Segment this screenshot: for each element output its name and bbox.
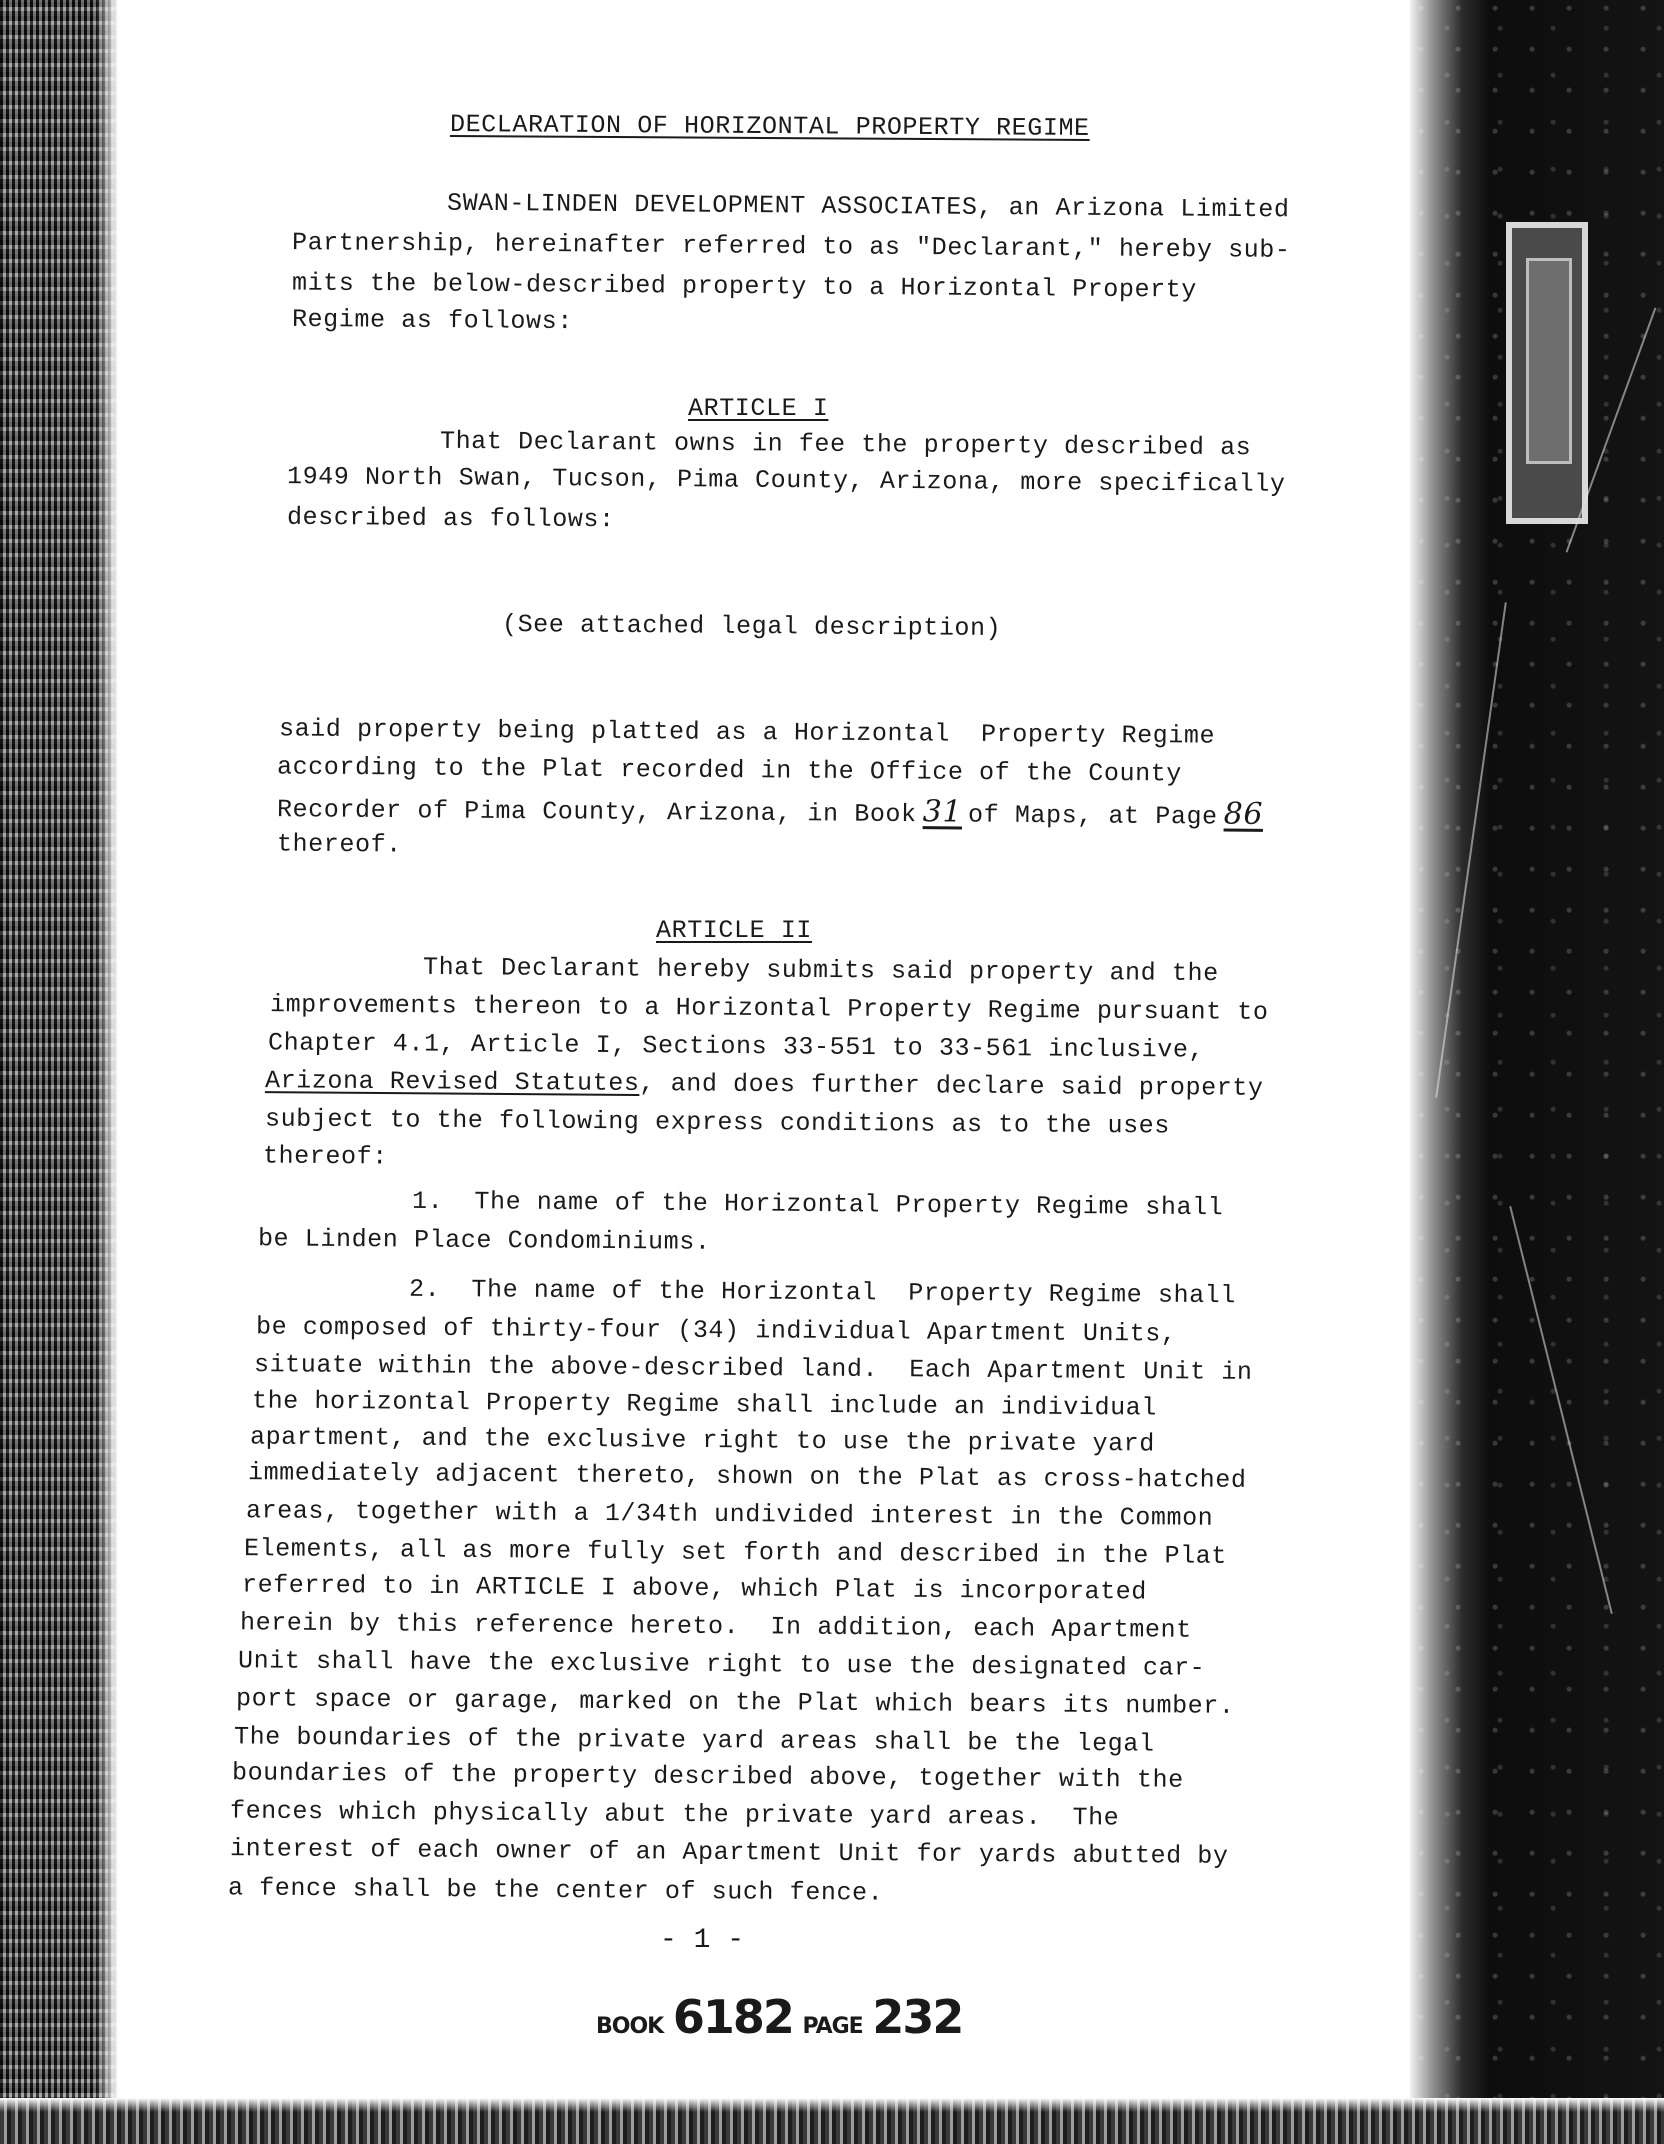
- item-2-line: port space or garage, marked on the Plat which bears its number.: [235, 1684, 1235, 1721]
- book-number-handwritten: 31: [922, 794, 963, 830]
- plat-line: according to the Plat recorded in the Office of the County: [276, 752, 1183, 789]
- item-2-line: 2. The name of the Horizontal Property Regime shall: [408, 1274, 1237, 1311]
- plat-line-with-book: [277, 792, 1269, 833]
- item-2-line: The boundaries of the private yard areas shall be the legal: [233, 1722, 1155, 1759]
- intro-line: Regime as follows:: [291, 304, 573, 337]
- attachment-note: (See attached legal description): [501, 610, 1002, 643]
- item-1-line: be Linden Place Condominiums.: [257, 1224, 711, 1257]
- item-2-line: referred to in ARTICLE I above, which Plat is incorporated: [241, 1570, 1148, 1607]
- intro-line: mits the below-described property to a Horizontal Property: [291, 268, 1198, 305]
- item-2-line: a fence shall be the center of such fence.: [227, 1873, 884, 1908]
- article-2-line: thereof:: [262, 1141, 388, 1172]
- item-2-line: immediately adjacent thereto, shown on the Plat as cross-hatched: [247, 1458, 1247, 1495]
- statutes-reference: Arizona Revised Statutes: [264, 1066, 640, 1099]
- item-2-line: the horizontal Property Regime shall include an individual: [251, 1386, 1158, 1423]
- article-2-line: subject to the following express conditions as to the uses: [264, 1104, 1171, 1141]
- article-2-heading: ARTICLE II: [656, 916, 813, 945]
- plat-line-text: Recorder of Pima County, Arizona, in Book: [276, 795, 917, 830]
- page-number: - 1 -: [660, 1925, 745, 1956]
- item-2-line: interest of each owner of an Apartment Unit for yards abutted by: [229, 1834, 1229, 1871]
- item-2-line: areas, together with a 1/34th undivided interest in the Common: [245, 1496, 1214, 1533]
- plat-line-end: thereof.: [276, 829, 402, 860]
- stamp-page-label: PAGE: [802, 2014, 863, 2039]
- item-2-line: situate within the above-described land. Each Apartment Unit in: [253, 1350, 1253, 1387]
- stamp-page-number: 232: [872, 1990, 963, 2044]
- item-2-line: boundaries of the property described above, together with the: [231, 1758, 1184, 1795]
- intro-line: SWAN-LINDEN DEVELOPMENT ASSOCIATES, an Arizona Limited: [446, 188, 1290, 225]
- article-1-line: 1949 North Swan, Tucson, Pima County, Arizona, more specifically: [286, 462, 1286, 499]
- item-2-line: Unit shall have the exclusive right to use the designated car-: [237, 1646, 1206, 1683]
- article-1-line: That Declarant owns in fee the property described as: [439, 426, 1252, 463]
- stamp-book-label: BOOK: [596, 2014, 664, 2039]
- article-2-line-statutes: [265, 1066, 1264, 1104]
- item-2-line: Elements, all as more fully set forth and described in the Plat: [243, 1534, 1228, 1571]
- item-1-line: 1. The name of the Horizontal Property Regime shall: [411, 1186, 1224, 1223]
- page-number-handwritten: 86: [1223, 796, 1264, 832]
- article-1-heading: ARTICLE I: [688, 394, 829, 423]
- article-1-line: described as follows:: [286, 502, 615, 535]
- statutes-tail: , and does further declare said property: [639, 1069, 1264, 1103]
- plat-line-mid: of Maps, at Page: [967, 800, 1218, 832]
- article-2-line: That Declarant hereby submits said property and the: [422, 952, 1219, 989]
- item-2-line: fences which physically abut the private yard areas. The: [229, 1796, 1120, 1833]
- recording-stamp: [596, 1990, 962, 2044]
- article-2-line: Chapter 4.1, Article I, Sections 33-551 to 33-561 inclusive,: [267, 1028, 1205, 1065]
- item-2-line: apartment, and the exclusive right to use the private yard: [249, 1422, 1156, 1459]
- article-2-line: improvements thereon to a Horizontal Property Regime pursuant to: [269, 990, 1269, 1027]
- item-2-line: herein by this reference hereto. In addition, each Apartment: [239, 1608, 1192, 1645]
- document-title: DECLARATION OF HORIZONTAL PROPERTY REGIME: [449, 110, 1090, 143]
- stamp-book-number: 6182: [672, 1990, 793, 2044]
- intro-line: Partnership, hereinafter referred to as "Declarant," hereby sub-: [291, 228, 1291, 265]
- item-2-line: be composed of thirty-four (34) individual Apartment Units,: [255, 1312, 1177, 1349]
- plat-line: said property being platted as a Horizontal Property Regime: [278, 714, 1216, 751]
